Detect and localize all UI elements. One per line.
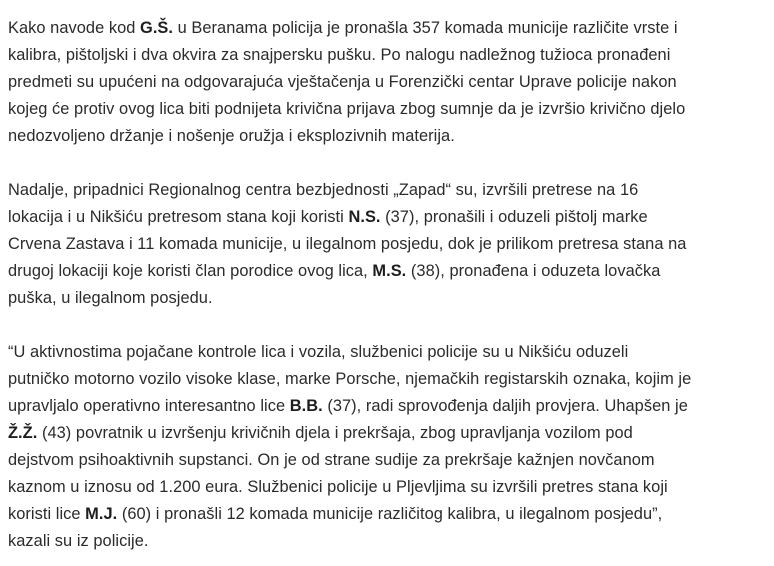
- paragraph-2: [8, 177, 766, 312]
- text-line: [8, 285, 766, 312]
- text-run: kojeg će protiv ovog lica biti podnijeta krivična prijava zbog sumnje da je izvršio krivično djelo: [8, 100, 686, 118]
- text-run: upravljalo operativno interesantno lice: [8, 397, 290, 415]
- paragraph-3: [8, 339, 766, 555]
- text-line: [8, 258, 766, 285]
- text-run: predmeti su upućeni na odgovarajuća vještačenja u Forenzički centar Uprave policije nakon: [8, 73, 677, 91]
- text-line: [8, 366, 766, 393]
- text-run: Crvena Zastava i 11 komada municije, u ilegalnom posjedu, dok je prilikom pretresa stana na: [8, 235, 687, 253]
- paragraph-1: [8, 15, 766, 150]
- text-run: (38), pronađena i oduzeta lovačka: [406, 262, 661, 280]
- text-line: [8, 420, 766, 447]
- text-run: drugoj lokaciji koje koristi član porodice ovog lica,: [8, 262, 373, 280]
- text-run: lokacija i u Nikšiću pretresom stana koji koristi: [8, 208, 349, 226]
- text-line: [8, 393, 766, 420]
- person-initials: N.S.: [348, 208, 381, 226]
- text-line: [8, 123, 766, 150]
- text-line: [8, 339, 766, 366]
- text-line: [8, 42, 766, 69]
- text-run: kalibra, pištoljski i dva okvira za snajpersku pušku. Po nalogu nadležnog tužioca pronađeni: [8, 46, 671, 64]
- text-run: nedozvoljeno držanje i nošenje oružja i eksplozivnih materija.: [8, 127, 455, 145]
- text-run: (60) i pronašli 12 komada municije različitog kalibra, u ilegalnom posjedu”,: [117, 505, 663, 523]
- text-run: puška, u ilegalnom posjedu.: [8, 289, 213, 307]
- text-line: [8, 501, 766, 528]
- person-initials: B.B.: [289, 397, 323, 415]
- text-run: u Beranama policija je pronašla 357 komada municije različite vrste i: [173, 19, 678, 37]
- text-line: [8, 15, 766, 42]
- text-line: [8, 204, 766, 231]
- person-initials: M.S.: [372, 262, 407, 280]
- text-run: koristi lice: [8, 505, 86, 523]
- person-initials: G.Š.: [140, 19, 174, 37]
- person-initials: M.J.: [85, 505, 118, 523]
- text-run: (43) povratnik u izvršenju krivičnih djela i prekršaja, zbog upravljanja vozilom pod: [37, 424, 633, 442]
- text-line: [8, 96, 766, 123]
- text-line: [8, 528, 766, 555]
- text-line: [8, 177, 766, 204]
- text-run: Nadalje, pripadnici Regionalnog centra bezbjednosti „Zapad“ su, izvršili pretrese na 16: [8, 181, 639, 199]
- text-run: (37), pronašili i oduzeli pištolj marke: [380, 208, 648, 226]
- text-run: kaznom u iznosu od 1.200 eura. Službenici policije u Pljevljima su izvršili pretres stana koji: [8, 478, 668, 496]
- text-line: [8, 231, 766, 258]
- text-line: [8, 447, 766, 474]
- text-line: [8, 474, 766, 501]
- text-run: Kako navode kod: [8, 19, 141, 37]
- text-run: kazali su iz policije.: [8, 532, 149, 550]
- text-line: [8, 69, 766, 96]
- text-run: (37), radi sprovođenja daljih provjera. Uhapšen je: [322, 397, 688, 415]
- person-initials: Ž.Ž.: [8, 424, 38, 442]
- text-run: “U aktivnostima pojačane kontrole lica i vozila, službenici policije su u Nikšiću oduzeli: [8, 343, 629, 361]
- text-run: dejstvom psihoaktivnih supstanci. On je od strane sudije za prekršaje kažnjen novčanom: [8, 451, 655, 469]
- text-run: putničko motorno vozilo visoke klase, marke Porsche, njemačkih registarskih oznaka, kojim je: [8, 370, 692, 388]
